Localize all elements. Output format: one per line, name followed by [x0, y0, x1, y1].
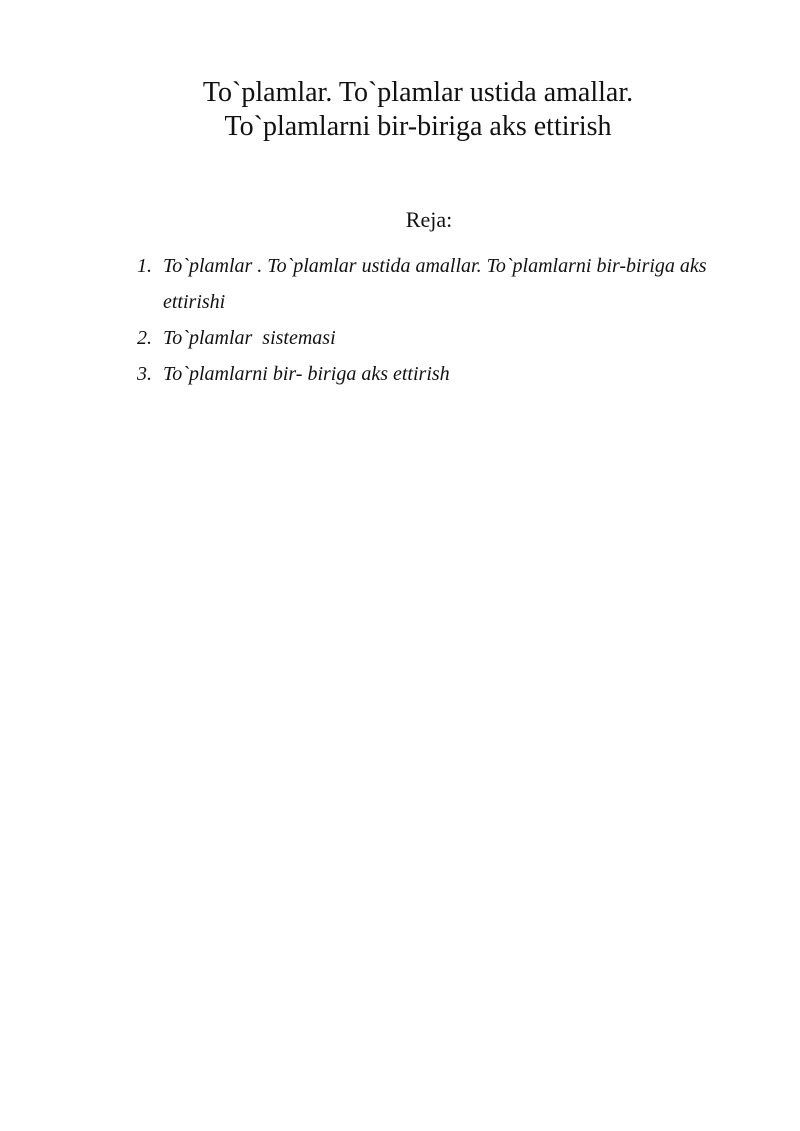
plan-item-number: 3.	[137, 363, 152, 385]
plan-item-2	[137, 320, 737, 356]
title-line-1: To`plamlar. To`plamlar ustida amallar.	[202, 77, 634, 108]
plan-item-3	[137, 356, 737, 392]
plan-item-number: 2.	[137, 327, 152, 349]
plan-item-text: To`plamlarni bir- biriga aks ettirish	[163, 363, 450, 385]
page-title	[0, 76, 800, 144]
plan-item-text: To`plamlar sistemasi	[163, 327, 336, 349]
plan-item-number: 1.	[137, 255, 152, 277]
title-line-2: To`plamlarni bir-biriga aks ettirish	[224, 111, 612, 142]
plan-list	[137, 248, 737, 392]
plan-item-1	[137, 248, 737, 320]
plan-item-text: To`plamlar . To`plamlar ustida amallar. To`plamlarni bir-biriga aks ettirishi	[163, 255, 707, 313]
plan-heading: Reja:	[405, 207, 453, 232]
